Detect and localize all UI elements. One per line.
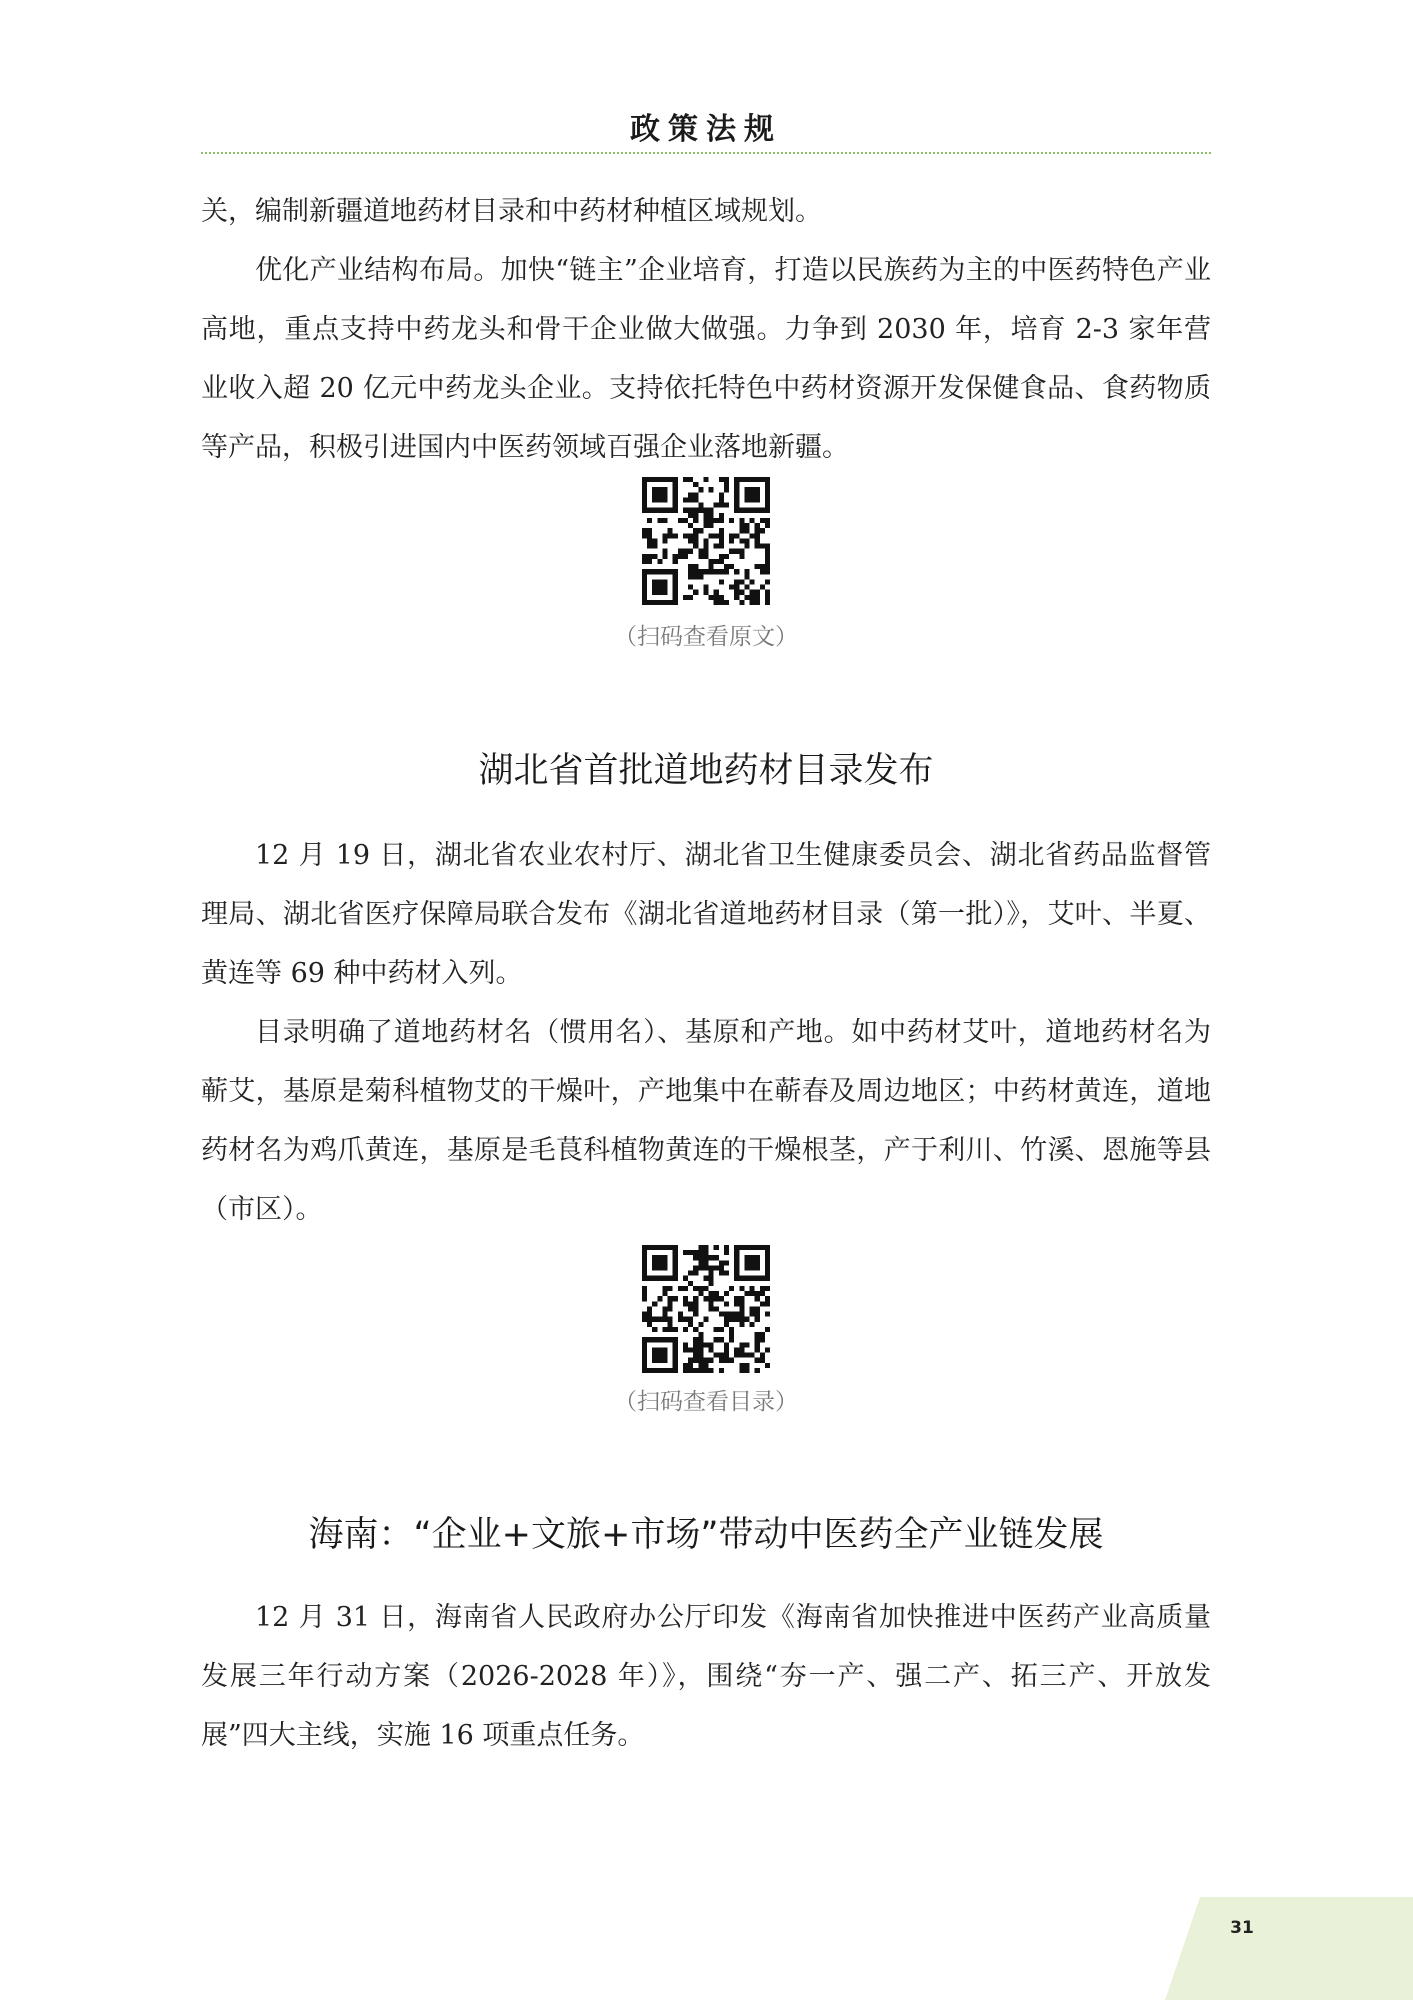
running-header: 政策法规 [630,112,782,147]
header-divider [201,152,1211,154]
paragraph-hubei-release: 12 月 19 日，湖北省农业农村厅、湖北省卫生健康委员会、湖北省药品监督管理局、湖北省医疗保障局联合发布《湖北省道地药材目录（第一批）》，艾叶、半夏、黄连等 69 种中药材入列。 [201,840,1211,989]
page-number: 31 [1230,1918,1254,1938]
qr-code-original[interactable] [642,477,770,605]
section-title-hainan: 海南：“企业+文旅+市场”带动中医药全产业链发展 [308,1515,1104,1555]
qr-code-catalog[interactable] [642,1245,770,1373]
paragraph-continuation: 关，编制新疆道地药材目录和中药材种植区域规划。 [201,196,822,227]
qr-caption-catalog: （扫码查看目录） [614,1389,798,1415]
paragraph-hubei-catalog: 目录明确了道地药材名（惯用名）、基原和产地。如中药材艾叶，道地药材名为蕲艾，基原是菊科植物艾的干燥叶，产地集中在蕲春及周边地区；中药材黄连，道地药材名为鸡爪黄连，基原是毛茛科植物黄连的干燥根茎，产于利川、竹溪、恩施等县（市区）。 [201,1017,1211,1225]
qr-code-icon [642,477,770,605]
paragraph-hainan-plan: 12 月 31 日，海南省人民政府办公厅印发《海南省加快推进中医药产业高质量发展三年行动方案（2026-2028 年）》，围绕“夯一产、强二产、拓三产、开放发展”四大主线，实施 16 项重点任务。 [201,1602,1211,1751]
qr-code-icon [642,1245,770,1373]
paragraph-industry-structure: 优化产业结构布局。加快“链主”企业培育，打造以民族药为主的中医药特色产业高地，重点支持中药龙头和骨干企业做大做强。力争到 2030 年，培育 2-3 家年营业收入超 20 亿元中药龙头企业。支持依托特色中药材资源开发保健食品、食药物质等产品，积极引进国内中医药领域百强企业落地新疆。 [201,255,1211,463]
page-corner-decoration [1165,1897,1413,2000]
qr-caption-original: （扫码查看原文） [614,624,798,650]
section-title-hubei: 湖北省首批道地药材目录发布 [478,751,934,791]
